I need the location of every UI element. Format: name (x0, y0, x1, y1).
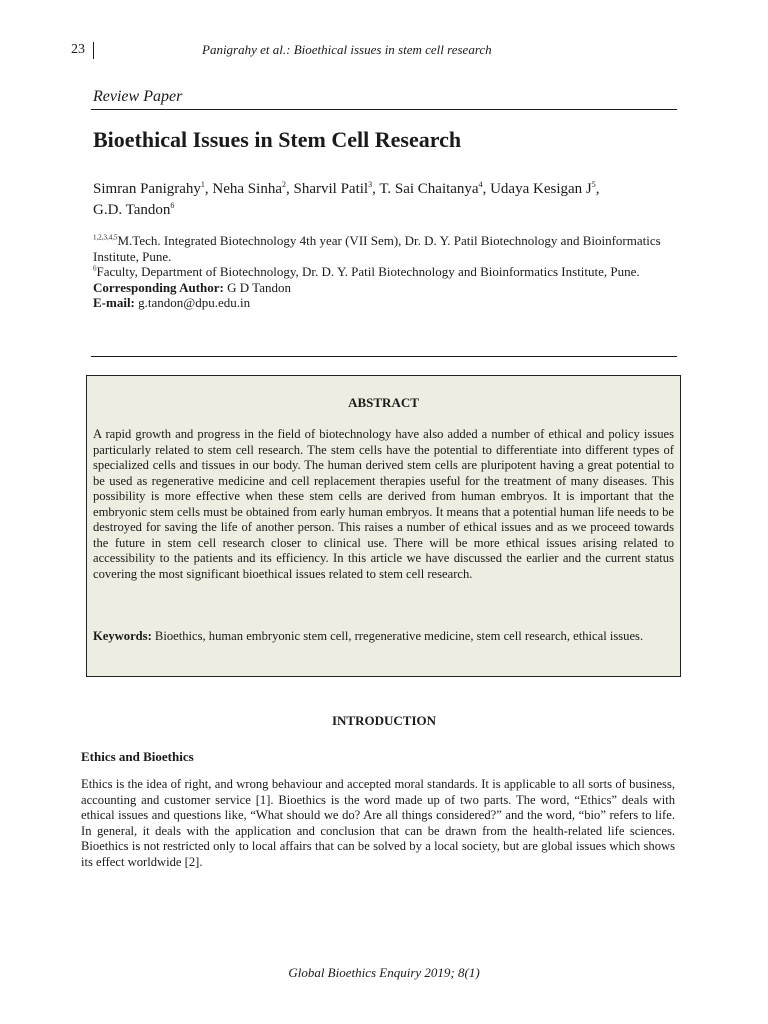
author: Sharvil Patil$^3$, (293, 180, 380, 197)
article-type: Review Paper (93, 88, 183, 105)
keywords (93, 629, 674, 645)
introduction-paragraph: Ethics is the idea of right, and wrong behaviour and accepted moral standards. It is applicable to all sorts of business, accounting and customer service [1]. Bioethics is the word made up of two parts. The word, “Ethics” deals with ethical issues and questions like, “What should we do? Are all things considered?” and the word, “bio” refers to life. In general, it deals with the application and conclusion that can be drawn from the health-related life sciences. Bioethics is not restricted only to local affairs that can be solved by a local society, but are global issues which shows its effect worldwide [2]. (81, 777, 675, 869)
subsection-heading: Ethics and Bioethics (81, 749, 194, 764)
email-link[interactable]: g.tandon@dpu.edu.in (134, 295, 251, 310)
corresponding-author: Corresponding Author: G D Tandon (93, 279, 291, 295)
journal-footer: Global Bioethics Enquiry 2019; 8(1) (288, 965, 480, 980)
affiliation-1: $^{1,2,3,4,5}$M.Tech. Integrated Biotechnology 4th year (VII Sem), Dr. D. Y. Patil Biotechnology and Bioinformatics Institute, Pune. (93, 233, 661, 264)
author: G.D. Tandon$^6$ (93, 201, 175, 218)
section-rule (91, 356, 677, 357)
affiliations (93, 233, 673, 311)
keywords-text: Bioethics, human embryonic stem cell, rregenerative medicine, stem cell research, ethical issues. (151, 629, 644, 643)
introduction-heading: INTRODUCTION (331, 713, 436, 728)
running-title: Panigrahy et al.: Bioethical issues in stem cell research (202, 42, 492, 57)
paper-title: Bioethical Issues in Stem Cell Research (93, 127, 462, 152)
author: T. Sai Chaitanya$^4$, (379, 180, 491, 197)
top-rule (91, 109, 677, 110)
abstract-heading: ABSTRACT (348, 395, 419, 410)
affiliation-2: $^6$Faculty, Department of Biotechnology, Dr. D. Y. Patil Biotechnology and Bioinformatics Institute, Pune. (93, 264, 640, 279)
email-line: E-mail: g.tandon@dpu.edu.in (93, 295, 251, 310)
author: Neha Sinha$^2$, (212, 180, 294, 197)
author: Simran Panigrahy$^1$, (93, 180, 213, 197)
author-list (93, 179, 673, 221)
keywords-label: Keywords: (93, 629, 152, 643)
author: Udaya Kesigan $J^5$, (490, 180, 600, 197)
page-number: 23 (71, 42, 85, 57)
abstract-text: A rapid growth and progress in the field of biotechnology have also added a number of ethical and policy issues particularly related to stem cell research. The stem cells have the potential to differentiate into different types of specialized cells and tissues in our body. The human derived stem cells are pluripotent having a great potential to be used as regenerative medicine and cell replacement therapies useful for the treatment of many diseases. This possibility is more effective when these stem cells are derived from human embryos. It is important that the embryonic stem cells must be obtained from early human embryos. It means that a potential human life needs to be destroyed for saving the life of another person. This raises a number of ethical issues and as we proceed towards the future in stem cell research closer to clinical use. There will be more ethical issues arising related to accessibility to the patients and its efficiency. In this article we have discussed the earlier and the current status covering the most significant bioethical issues related to stem cell research. (93, 427, 674, 581)
header-divider (93, 42, 94, 59)
